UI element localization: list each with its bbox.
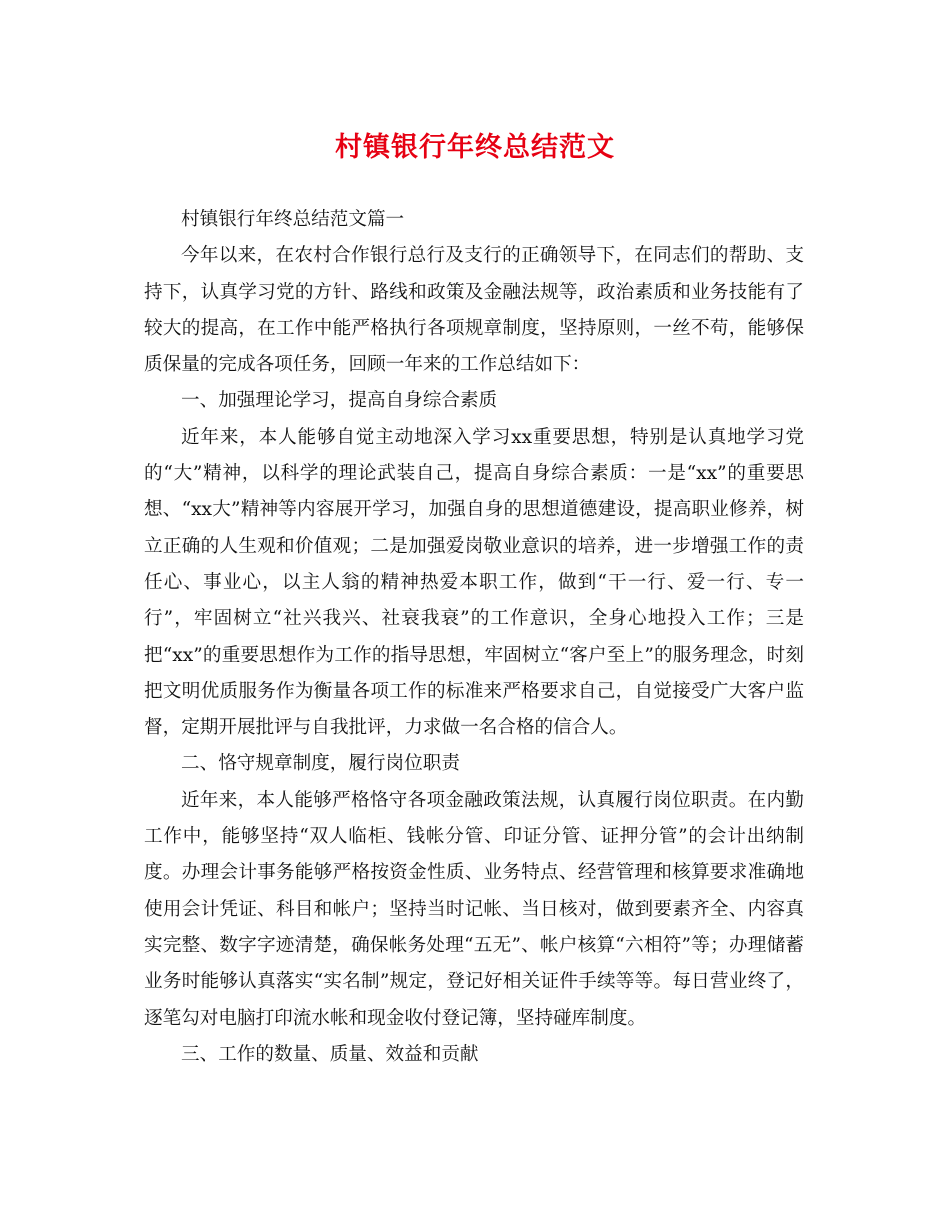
section-2-paragraph: 近年来，本人能够严格恪守各项金融政策法规，认真履行岗位职责。在内勤工作中，能够坚持“双人临柜、钱帐分管、印证分管、证押分管”的会计出纳制度。办理会计事务能够严格按资金性质、业务特点、经营管理和核算要求准确地使用会计凭证、科目和帐户；坚持当时记帐、当日核对，做到要素齐全、内容真实完整、数字字迹清楚，确保帐务处理“五无”、帐户核算“六相符”等；办理储蓄业务时能够认真落实“实名制”规定，登记好相关证件手续等等。每日营业终了，逐笔勾对电脑打印流水帐和现金收付登记簿，坚持碰库制度。	[144, 789, 804, 1029]
intro-paragraph: 今年以来，在农村合作银行总行及支行的正确领导下，在同志们的帮助、支持下，认真学习党的方针、路线和政策及金融法规等，政治素质和业务技能有了较大的提高，在工作中能严格执行各项规章制度，坚持原则，一丝不苟，能够保质保量的完成各项任务，回顾一年来的工作总结如下：	[144, 245, 804, 376]
section-1-paragraph: 近年来，本人能够自觉主动地深入学习xx重要思想，特别是认真地学习党的“大”精神，以科学的理论武装自己，提高自身综合素质：一是“xx”的重要思想、“xx大”精神等内容展开学习，加强自身的思想道德建设，提高职业修养，树立正确的人生观和价值观；二是加强爱岗敬业意识的培养，进一步增强工作的责任心、事业心，以主人翁的精神热爱本职工作，做到“干一行、爱一行、专一行”，牢固树立“社兴我兴、社衰我衰”的工作意识，全身心地投入工作；三是把“xx”的重要思想作为工作的指导思想，牢固树立“客户至上”的服务理念，时刻把文明优质服务作为衡量各项工作的标准来严格要求自己，自觉接受广大客户监督，定期开展批评与自我批评，力求做一名合格的信合人。	[144, 426, 804, 739]
section-heading-3: 三、工作的数量、质量、效益和贡献	[181, 1043, 479, 1065]
subtitle-paragraph: 村镇银行年终总结范文篇一	[181, 209, 405, 230]
section-heading-1: 一、加强理论学习，提高自身综合素质	[181, 390, 498, 412]
page-title: 村镇银行年终总结范文	[335, 132, 615, 163]
section-heading-2: 二、恪守规章制度，履行岗位职责	[181, 753, 460, 775]
document-body	[144, 202, 804, 1073]
